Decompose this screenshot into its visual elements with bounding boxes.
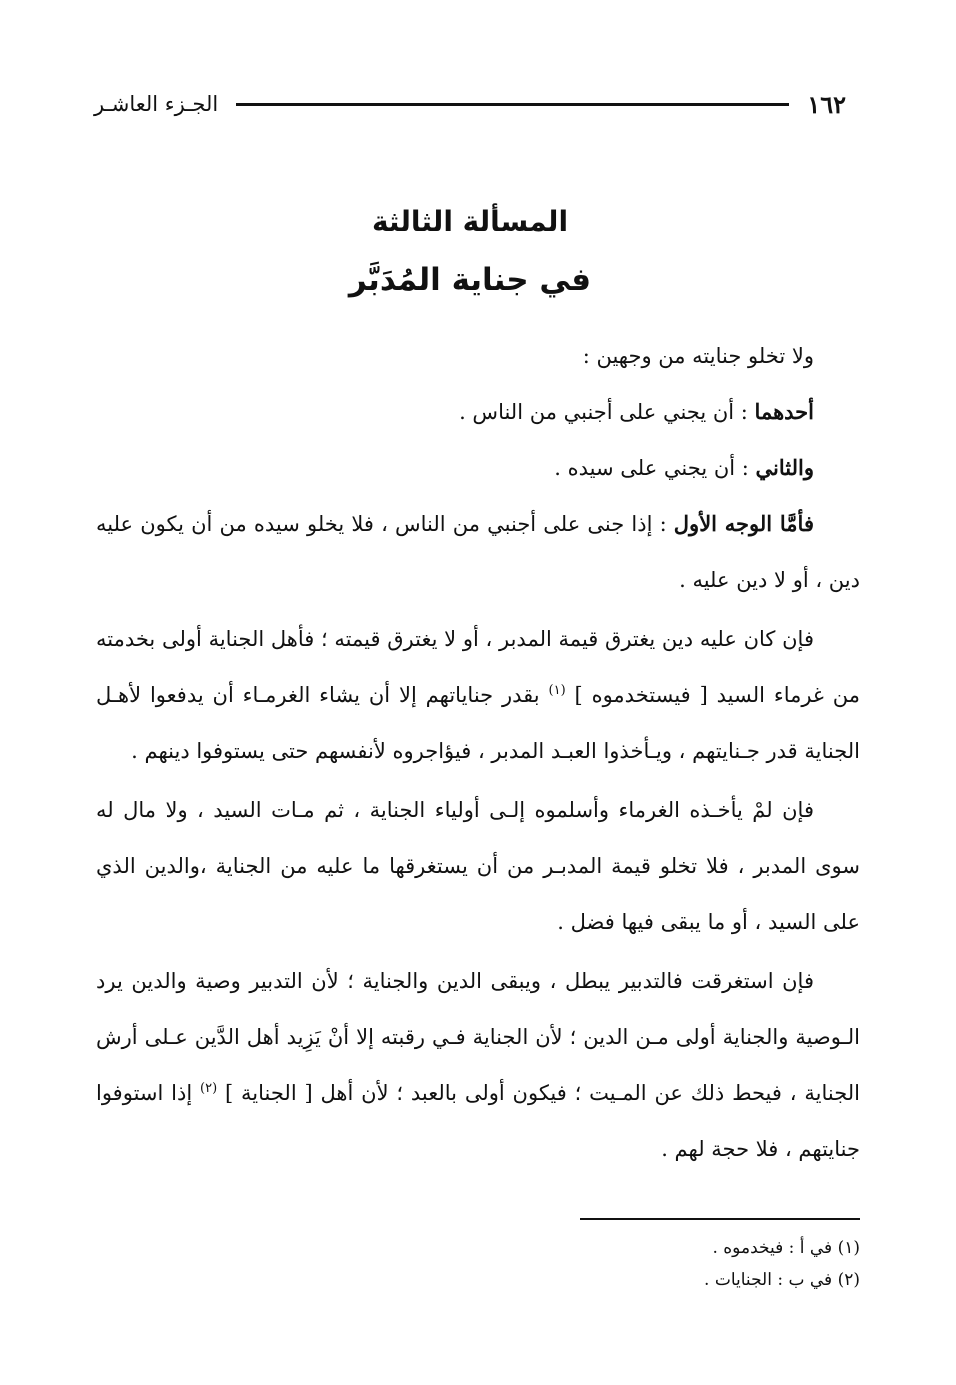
paragraph-text: فإن كان عليه دين يغترق قيمة المدبر ، أو لا يغترق قيمته ؛ فأهل الجناية أولى بخدمته من غرماء السيد [ فيستخدموه ]: [96, 627, 861, 707]
footnote-rule: [580, 1218, 860, 1220]
paragraph-first-aspect: [96, 496, 860, 608]
paragraph-text: : أن يجني على سيده .: [554, 456, 756, 480]
paragraph-text: إذا استوفوا جنايتهم ، فلا حجة لهم .: [96, 1081, 860, 1161]
running-title: الجـزء العاشـر: [94, 92, 219, 116]
footnote-1: (١) في أ : فيخدموه .: [712, 1238, 860, 1258]
lead-term: فأمَّا الوجه الأول: [673, 511, 814, 536]
paragraph-exhaustion: [96, 953, 860, 1177]
paragraph-text: : إذا جنى على أجنبي من الناس ، فلا يخلو سيده من أن يكون عليه دين ، أو لا دين عليه .: [96, 512, 860, 592]
body-text: [96, 328, 860, 1177]
paragraph-debt: [96, 611, 860, 779]
topic-title: في جناية المُدَبَّر: [348, 262, 592, 298]
paragraph-second-case: [96, 440, 860, 496]
page-header: [94, 86, 846, 122]
section-title: المسألة الثالثة: [371, 205, 569, 238]
paragraph-master-death: فإن لمْ يأخـذه الغرماء وأسلموه إلـى أولياء الجناية ، ثم مـات السيد ، ولا مال له سوى المدبر ، فلا تخلو قيمة المدبـر من أن يستغرقها ما عليه من الجناية ،والدين الذي على السيد ، أو ما يبقى فيها فضل .: [96, 798, 860, 934]
paragraph-text: بقدر جناياتهم إلا أن يشاء الغرمـاء أن يدفعوا لأهـل الجناية قدر جـنايتهم ، ويـأخذوا العبـد المدبر ، فيؤاجروه لأنفسهم حتى يستوفوا دينهم .: [96, 683, 860, 763]
header-rule: [236, 103, 789, 106]
lead-term: والثاني: [755, 455, 814, 480]
footnotes: [96, 1232, 860, 1296]
footnote-ref-1[interactable]: (١): [548, 683, 566, 698]
paragraph-first-case: [96, 384, 860, 440]
paragraph-intro: ولا تخلو جنايته من وجهين :: [582, 344, 814, 368]
paragraph-text: فإن استغرقت فالتدبير يبطل ، ويبقى الدين والجناية ؛ لأن التدبير وصية والدين يرد الـوصية والجناية أولى مـن الدين ؛ لأن الجناية فـي رقبته إلا أنْ يَزِيد أهل الدَّين عـلى أرش الجناية ، فيحط ذلك عن المـيت ؛ فيكون أولى بالعبد ؛ لأن أهل [ الجناية ]: [96, 969, 860, 1105]
page-number: ١٦٢: [807, 89, 846, 119]
paragraph-text: : أن يجني على أجنبي من الناس .: [459, 400, 755, 424]
footnote-ref-2[interactable]: (٢): [200, 1081, 218, 1096]
lead-term: أحدهما: [754, 399, 814, 424]
footnote-2: (٢) في ب : الجنايات .: [704, 1270, 860, 1290]
